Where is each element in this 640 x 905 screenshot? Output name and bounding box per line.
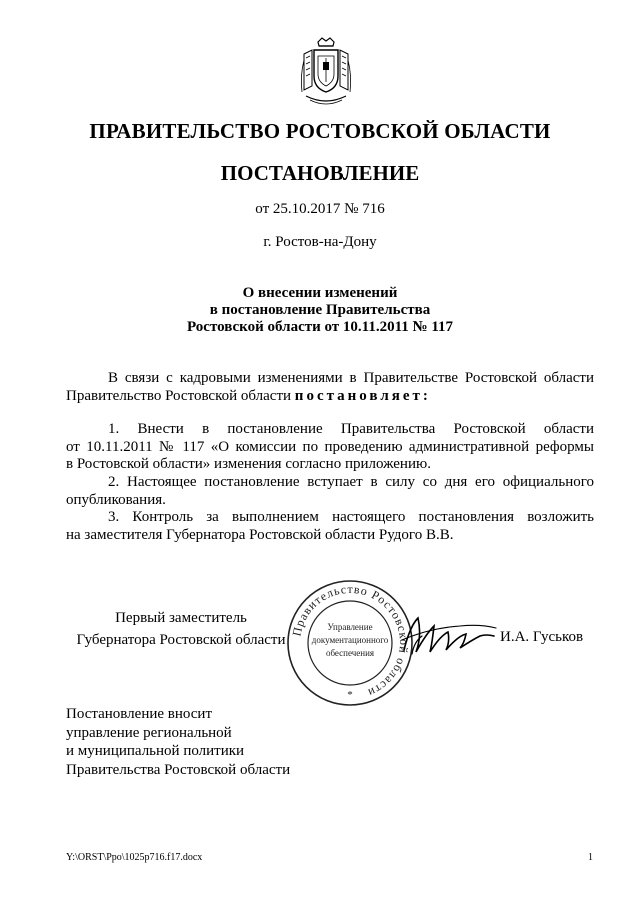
- item-2-paragraph: [66, 474, 594, 509]
- stamp-center-line: документационного: [311, 635, 389, 645]
- subject-line: О внесении изменений: [242, 285, 398, 301]
- handwritten-signature-icon: [400, 606, 498, 662]
- document-type: ПОСТАНОВЛЕНИЕ: [220, 161, 420, 185]
- document-subject: [0, 285, 640, 336]
- resolution-keyword: постановляет:: [294, 387, 431, 404]
- file-path: Y:\ORST\Ppo\1025p716.f17.docx: [66, 852, 203, 863]
- preamble-text: Правительство Ростовской области: [66, 387, 295, 404]
- signatory-title-line: Первый заместитель: [115, 610, 247, 626]
- preamble-paragraph: [66, 370, 594, 405]
- coat-of-arms-icon: [296, 36, 356, 110]
- stamp-ring-text: Правительство Ростовской области: [289, 581, 412, 701]
- submitted-by-line: Постановление вносит: [66, 706, 213, 722]
- submitted-by-note: [66, 705, 290, 779]
- document-city: г. Ростов-на-Дону: [263, 234, 377, 250]
- item-line: на заместителя Губернатора Ростовской области Рудого В.В.: [66, 526, 454, 543]
- stamp-center-line: обеспечения: [325, 648, 375, 658]
- item-line: 2. Настоящее постановление вступает в силу со дня его официального: [108, 474, 594, 490]
- submitted-by-line: Правительства Ростовской области: [66, 761, 291, 778]
- item-line: 3. Контроль за выполнением настоящего постановления возложить: [108, 509, 594, 525]
- item-line: 1. Внести в постановление Правительства Ростовской области: [108, 421, 594, 437]
- submitted-by-line: и муниципальной политики: [66, 743, 245, 759]
- preamble-line: [66, 388, 594, 406]
- item-line: в Ростовской области» изменения согласно приложению.: [66, 456, 431, 472]
- page-number: 1: [588, 852, 593, 863]
- item-line: от 10.11.2011 № 117 «О комиссии по проведению административной реформы: [66, 438, 594, 455]
- item-1-paragraph: [66, 421, 594, 474]
- subject-line: в постановление Правительства: [209, 302, 431, 318]
- stamp-star: *: [347, 689, 353, 701]
- signatory-name: И.А. Гуськов: [500, 629, 584, 645]
- preamble-line: В связи с кадровыми изменениями в Правительстве Ростовской области: [108, 370, 594, 386]
- submitted-by-line: управление региональной: [66, 724, 232, 741]
- item-3-paragraph: [66, 509, 594, 544]
- organization-title: ПРАВИТЕЛЬСТВО РОСТОВСКОЙ ОБЛАСТИ: [89, 119, 551, 143]
- document-date-number: от 25.10.2017 № 716: [255, 201, 385, 217]
- signatory-title-line: Губернатора Ростовской области: [76, 632, 286, 648]
- subject-line: Ростовской области от 10.11.2011 № 117: [187, 319, 453, 335]
- signatory-title: [66, 607, 296, 651]
- official-seal-stamp: [285, 578, 415, 708]
- stamp-center-line: Управление: [327, 622, 373, 632]
- item-line: опубликования.: [66, 491, 166, 508]
